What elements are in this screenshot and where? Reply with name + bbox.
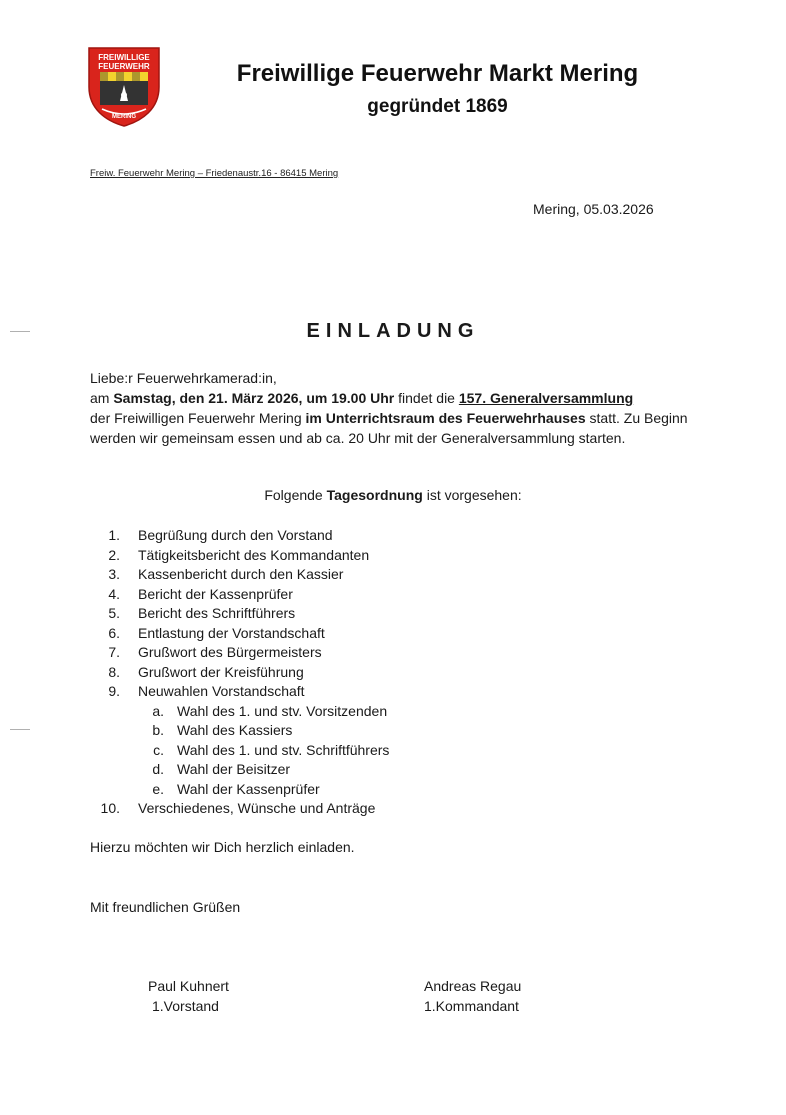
- letter-date: Mering, 05.03.2026: [533, 201, 654, 217]
- agenda-letter: e.: [152, 780, 164, 797]
- agenda-subitem: [90, 741, 730, 761]
- agenda-subitem: [90, 721, 730, 741]
- salutation: Liebe:r Feuerwehrkamerad:in,: [90, 370, 277, 386]
- letterhead-subtitle: gegründet 1869: [367, 96, 508, 117]
- agenda-intro: [0, 487, 786, 503]
- agenda-letter: a.: [152, 702, 164, 719]
- agenda-number: 10.: [100, 800, 120, 816]
- agenda-text: Bericht der Kassenprüfer: [138, 585, 293, 602]
- signature-block-2: [424, 976, 521, 1016]
- agenda-subitem: [90, 702, 730, 722]
- agenda-number: 9.: [108, 683, 120, 699]
- event-name: 157. Generalversammlung: [458, 390, 634, 406]
- agenda-text: Wahl des 1. und stv. Schriftführers: [177, 741, 390, 758]
- agenda-text: Wahl der Beisitzer: [177, 761, 291, 777]
- body-text: statt. Zu Beginn: [585, 410, 688, 426]
- agenda-text: Begrüßung durch den Vorstand: [138, 527, 333, 543]
- agenda-number: 4.: [108, 585, 120, 602]
- agenda-item: [90, 526, 730, 546]
- signatory-role: 1.Vorstand: [152, 998, 219, 1014]
- body-line-location: [90, 408, 730, 428]
- agenda-text: Grußwort der Kreisführung: [138, 663, 304, 680]
- agenda-text: Wahl der Kassenprüfer: [177, 780, 320, 797]
- agenda-keyword: Tagesordnung: [326, 487, 423, 503]
- agenda-number: 8.: [108, 663, 120, 680]
- agenda-item: [90, 604, 730, 624]
- agenda-text: Kassenbericht durch den Kassier: [138, 566, 344, 582]
- agenda-subitem: [90, 760, 730, 780]
- agenda-text: Wahl des 1. und stv. Vorsitzenden: [177, 702, 388, 719]
- invitation-body: [90, 368, 730, 448]
- agenda-text: Wahl des Kassiers: [177, 722, 293, 738]
- fold-mark-bottom: [10, 729, 30, 730]
- agenda-text: Tätigkeitsbericht des Kommandanten: [138, 546, 370, 563]
- agenda-number: 6.: [108, 624, 120, 641]
- signature-block-1: [148, 976, 229, 1016]
- body-text: findet die: [394, 390, 459, 406]
- agenda-item: [90, 663, 730, 683]
- letter-heading: EINLADUNG: [306, 320, 480, 342]
- signatory-role: 1.Kommandant: [424, 998, 519, 1014]
- agenda-list: [90, 526, 730, 819]
- agenda-intro-text: ist vorgesehen:: [422, 487, 522, 503]
- sender-address-line: Freiw. Feuerwehr Mering – Friedenaustr.16 - 86415 Mering: [90, 168, 339, 179]
- agenda-text: Entlastung der Vorstandschaft: [138, 624, 325, 641]
- agenda-number: 2.: [108, 546, 120, 563]
- agenda-item: [90, 799, 730, 819]
- signatory-name: Andreas Regau: [424, 978, 522, 994]
- closing-sentence: Hierzu möchten wir Dich herzlich einladen.: [90, 839, 355, 855]
- agenda-number: 3.: [108, 566, 120, 582]
- agenda-intro-text: Folgende: [264, 487, 327, 503]
- fire-brigade-logo: [86, 45, 162, 129]
- agenda-item: [90, 585, 730, 605]
- body-text: der Freiwilligen Feuerwehr Mering: [90, 410, 306, 426]
- signatory-name: Paul Kuhnert: [148, 978, 229, 994]
- agenda-item: [90, 565, 730, 585]
- event-location: im Unterrichtsraum des Feuerwehrhauses: [305, 410, 586, 426]
- body-line-date: [90, 388, 730, 408]
- greeting: Mit freundlichen Grüßen: [90, 899, 241, 915]
- agenda-letter: b.: [152, 722, 164, 738]
- agenda-letter: c.: [153, 741, 164, 758]
- body-text: am: [90, 390, 114, 406]
- logo-text-mid: FEUERWEHR: [98, 62, 150, 71]
- agenda-item: [90, 624, 730, 644]
- agenda-number: 1.: [108, 527, 120, 543]
- letterhead-title: Freiwillige Feuerwehr Markt Mering: [236, 60, 639, 87]
- agenda-item: [90, 546, 730, 566]
- agenda-text: Grußwort des Bürgermeisters: [138, 644, 322, 660]
- agenda-item: [90, 643, 730, 663]
- agenda-text: Verschiedenes, Wünsche und Anträge: [138, 800, 376, 816]
- body-line-dinner: werden wir gemeinsam essen und ab ca. 20 Uhr mit der Generalversammlung starten.: [90, 430, 626, 446]
- agenda-letter: d.: [152, 761, 164, 777]
- agenda-text: Neuwahlen Vorstandschaft: [138, 683, 305, 699]
- logo-text-top: FREIWILLIGE: [98, 53, 150, 62]
- agenda-subitem: [90, 780, 730, 800]
- agenda-number: 7.: [108, 644, 120, 660]
- agenda-item: [90, 682, 730, 702]
- logo-text-bottom: MERING: [112, 114, 136, 120]
- agenda-number: 5.: [108, 605, 120, 621]
- agenda-text: Bericht des Schriftführers: [138, 605, 296, 621]
- event-datetime: Samstag, den 21. März 2026, um 19.00 Uhr: [113, 390, 395, 406]
